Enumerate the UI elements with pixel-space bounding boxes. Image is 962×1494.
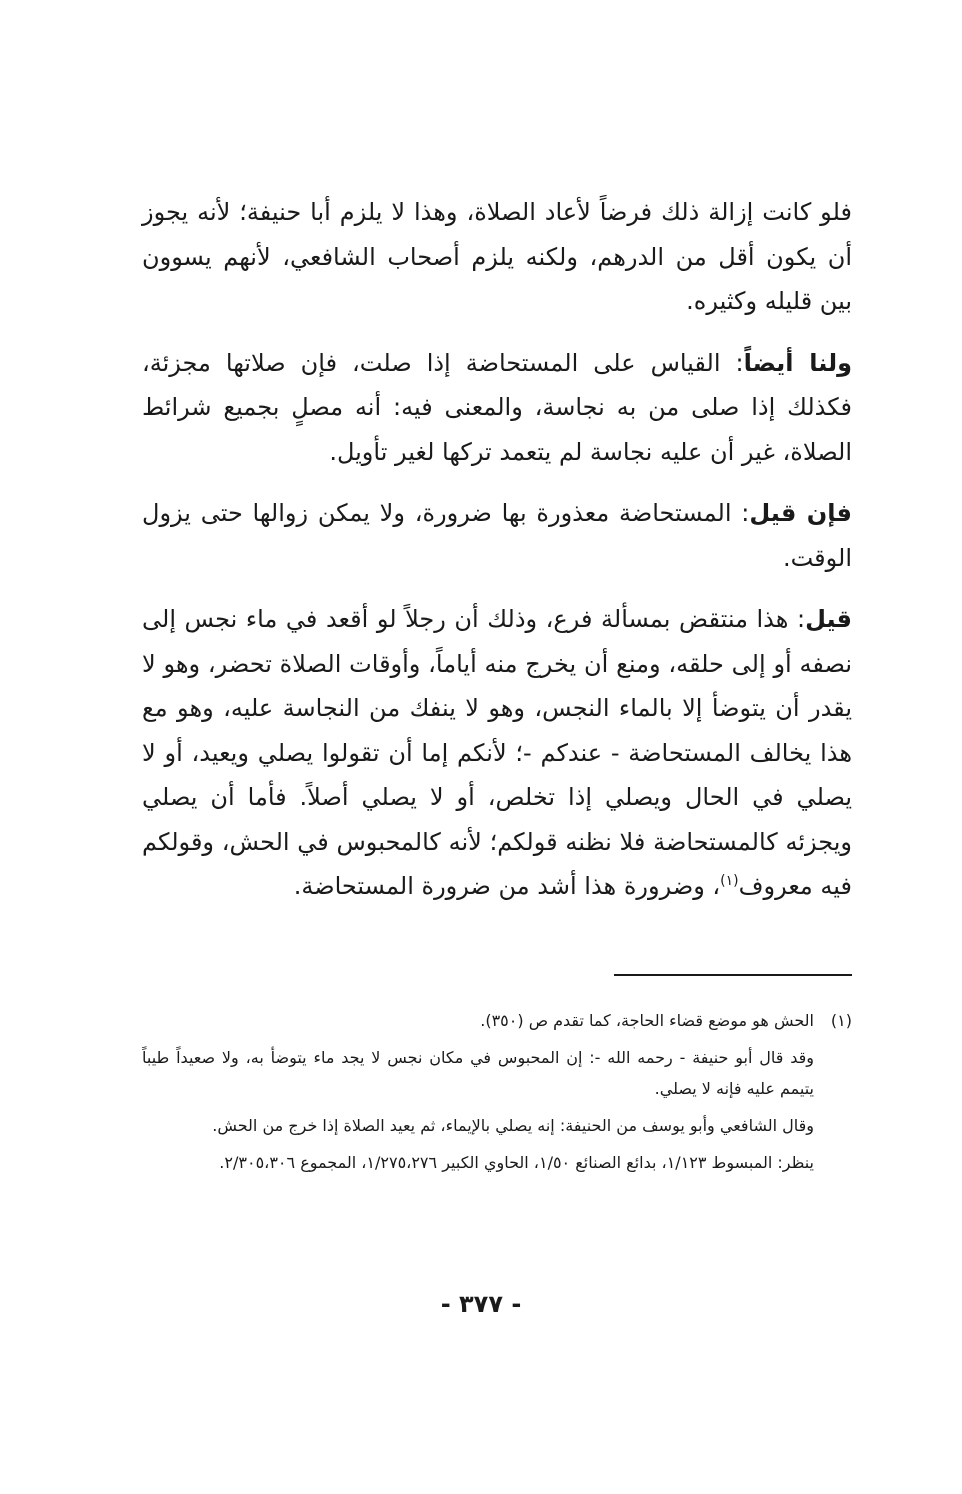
footnote-1 [142, 1005, 852, 1184]
paragraph-text: فلو كانت إزالة ذلك فرضاً لأعاد الصلاة، وهذا لا يلزم أبا حنيفة؛ لأنه يجوز أن يكون أقل من الدرهم، ولكنه يلزم أصحاب الشافعي، لأنهم يسوون بين قليله وكثيره. [142, 198, 852, 315]
footnote-body [142, 1005, 814, 1184]
footnote-line: الحش هو موضع قضاء الحاجة، كما تقدم ص (٣٥٠). [480, 1011, 814, 1030]
footnote-divider [614, 974, 852, 976]
paragraph-text: : المستحاضة معذورة بها ضرورة، ولا يمكن زوالها حتى يزول الوقت. [142, 499, 852, 572]
paragraph-lead: ولنا أيضاً [743, 348, 852, 377]
footnote-line: ينظر: المبسوط ١/١٢٣، بدائع الصنائع ١/٥٠، الحاوي الكبير ١/٢٧٥،٢٧٦، المجموع ٢/٣٠٥،٣٠٦. [219, 1153, 814, 1172]
footnote-reference[interactable]: (١) [720, 873, 739, 889]
footnote-number: (١) [830, 1011, 852, 1030]
paragraph-lead: قيل [805, 605, 852, 633]
footnote-line: وقد قال أبو حنيفة - رحمه الله -: إن المحبوس في مكان نجس لا يجد ماء يتوضأ به، ولا صعيداً طيباً يتيمم عليه فإنه لا يصلي. [142, 1048, 814, 1098]
footnotes [142, 1005, 852, 1184]
paragraph-3 [142, 491, 852, 580]
paragraph-text: : القياس على المستحاضة إذا صلت، فإن صلاتها مجزئة، فكذلك إذا صلى من به نجاسة، والمعنى فيه: أنه مصلٍ بجميع شرائط الصلاة، غير أن عليه نجاسة لم يتعمد تركها لغير تأويل. [142, 348, 852, 466]
paragraph-1 [142, 190, 852, 324]
paragraph-lead: فإن قيل [749, 499, 853, 527]
paragraph-4 [142, 597, 852, 909]
main-text [142, 190, 852, 926]
page-number: - ٣٧٧ - [440, 1290, 522, 1318]
paragraph-text-after: ، وضرورة هذا أشد من ضرورة المستحاضة. [293, 872, 721, 900]
paragraph-2 [142, 341, 852, 475]
paragraph-text: : هذا منتقض بمسألة فرع، وذلك أن رجلاً لو أقعد في ماء نجس إلى نصفه أو إلى حلقه، ومنع أن يخرج منه أياماً، وأوقات الصلاة تحضر، وهو لا يقدر أن يتوضأ إلا بالماء النجس، وهو لا ينفك من النجاسة عليه، وهو مع هذا يخالف المستحاضة - عندكم -؛ لأنكم إما أن تقولوا يصلي ويعيد، أو لا يصلي في الحال ويصلي إذا تخلص، أو لا يصلي أصلاً. فأما أن يصلي ويجزئه كالمستحاضة فلا نظنه قولكم؛ لأنه كالمحبوس في الحش، وقولكم فيه معروف [142, 605, 852, 900]
footnote-line: وقال الشافعي وأبو يوسف من الحنيفة: إنه يصلي بالإيماء، ثم يعيد الصلاة إذا خرج من الحش. [212, 1116, 814, 1135]
